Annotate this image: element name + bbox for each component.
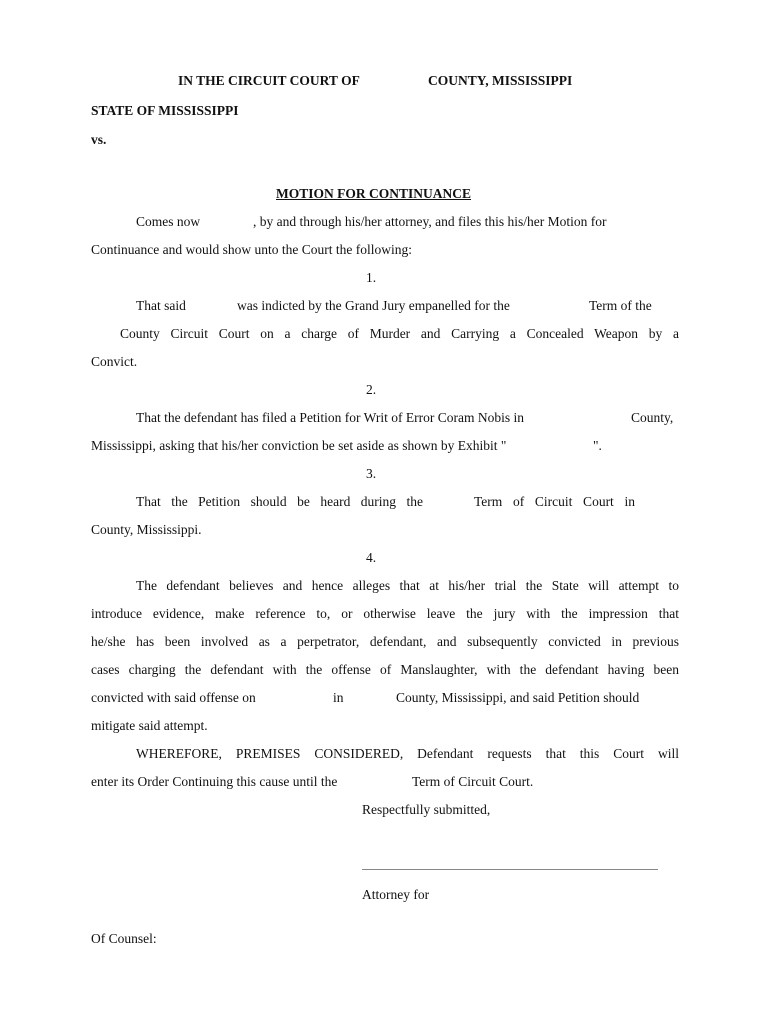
paragraph-3-number: 3. <box>366 466 377 481</box>
attorney-for-label: Attorney for <box>362 887 430 902</box>
paragraph-4-line1: The defendant believes and hence alleges that at his/her trial the State will attempt to <box>136 578 679 593</box>
paragraph-4-number: 4. <box>366 550 377 565</box>
intro-line1-start: Comes now <box>136 214 201 229</box>
wherefore-line2-a: enter its Order Continuing this cause until the <box>91 774 338 789</box>
signature-line <box>362 869 658 870</box>
paragraph-2-line2-b: ". <box>593 438 602 453</box>
paragraph-2-line2-a: Mississippi, asking that his/her conviction be set aside as shown by Exhibit " <box>91 438 507 453</box>
paragraph-2-line1-b: County, <box>631 410 674 425</box>
paragraph-4-line5-c: County, Mississippi, and said Petition should <box>396 690 640 705</box>
paragraph-1-line1-c: Term of the <box>589 298 652 313</box>
paragraph-3-line2: County, Mississippi. <box>91 522 202 537</box>
paragraph-4-line6: mitigate said attempt. <box>91 718 208 733</box>
paragraph-4-line2: introduce evidence, make reference to, or otherwise leave the jury with the impression that <box>91 606 679 621</box>
versus-label: vs. <box>91 132 107 147</box>
document-title: MOTION FOR CONTINUANCE <box>276 186 472 201</box>
of-counsel-label: Of Counsel: <box>91 931 157 946</box>
paragraph-2-number: 2. <box>366 382 377 397</box>
paragraph-3-line1-a: That the Petition should be heard during the <box>136 494 423 509</box>
paragraph-4-line3: he/she has been involved as a perpetrator, defendant, and subsequently convicted in previous <box>91 634 679 649</box>
paragraph-3-line1-b: Term of Circuit Court in <box>474 494 635 509</box>
court-heading-prefix: IN THE CIRCUIT COURT OF <box>178 73 360 88</box>
paragraph-4-line5-a: convicted with said offense on <box>91 690 256 705</box>
paragraph-1-number: 1. <box>366 270 377 285</box>
paragraph-1-line2: County Circuit Court on a charge of Murder and Carrying a Concealed Weapon by a <box>120 326 679 341</box>
wherefore-line2-b: Term of Circuit Court. <box>412 774 534 789</box>
paragraph-4-line5-b: in <box>333 690 344 705</box>
paragraph-4-line4: cases charging the defendant with the offense of Manslaughter, with the defendant having been <box>91 662 679 677</box>
court-heading-suffix: COUNTY, MISSISSIPPI <box>428 73 573 88</box>
paragraph-1-line1-a: That said <box>136 298 186 313</box>
paragraph-1-line3: Convict. <box>91 354 138 369</box>
intro-line2: Continuance and would show unto the Court the following: <box>91 242 412 257</box>
paragraph-2-line1-a: That the defendant has filed a Petition for Writ of Error Coram Nobis in <box>136 410 524 425</box>
wherefore-line1: WHEREFORE, PREMISES CONSIDERED, Defendant requests that this Court will <box>136 746 679 761</box>
party-name: STATE OF MISSISSIPPI <box>91 103 239 118</box>
paragraph-1-line1-b: was indicted by the Grand Jury empanelled for the <box>237 298 510 313</box>
intro-line1-end: , by and through his/her attorney, and files this his/her Motion for <box>253 214 607 229</box>
respectfully-submitted: Respectfully submitted, <box>362 802 491 817</box>
